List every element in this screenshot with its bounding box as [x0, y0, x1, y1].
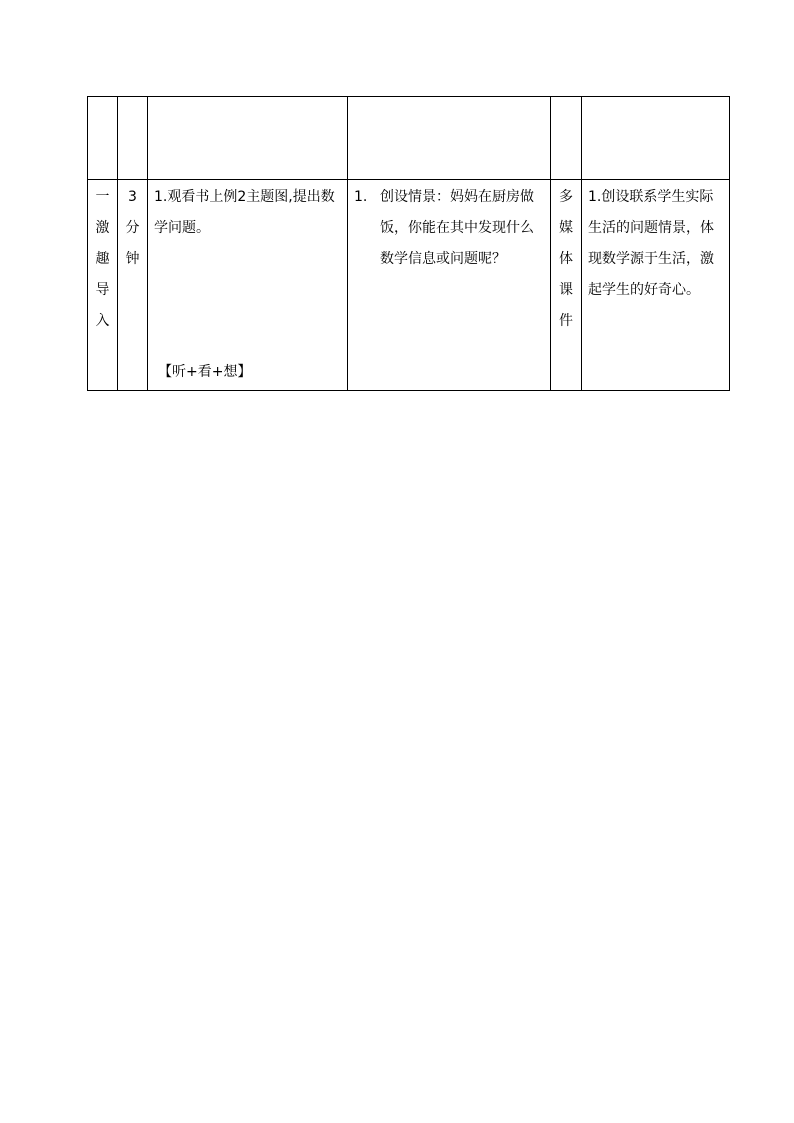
- media-char: 媒: [559, 220, 573, 236]
- stage-char: 激: [95, 220, 110, 236]
- table-cell: [551, 97, 582, 180]
- media-char: 体: [559, 251, 573, 267]
- list-number: 1.: [354, 189, 368, 205]
- student-activity-cell: [148, 180, 348, 391]
- time-char: 钟: [125, 251, 140, 267]
- table-row-empty: [88, 97, 730, 180]
- media-char: 多: [559, 189, 573, 205]
- teacher-activity-text: 创设情景：妈妈在厨房做饭，你能在其中发现什么数学信息或问题呢？: [380, 189, 534, 267]
- table-row-intro: [88, 180, 730, 391]
- stage-char: 入: [95, 313, 110, 329]
- design-intent-cell: [582, 180, 730, 391]
- time-cell: [118, 180, 148, 391]
- lesson-plan-table: [87, 96, 730, 391]
- table-cell: [348, 97, 551, 180]
- stage-char: 趣: [95, 251, 110, 267]
- time-char: 分: [125, 220, 140, 236]
- media-char: 件: [559, 313, 573, 329]
- stage-char: 一: [95, 189, 110, 205]
- media-cell: [551, 180, 582, 391]
- time-char: 3: [128, 189, 137, 205]
- stage-cell: [88, 180, 118, 391]
- table-cell: [118, 97, 148, 180]
- design-intent-text: 1.创设联系学生实际生活的问题情景，体现数学源于生活，激起学生的好奇心。: [588, 189, 714, 298]
- media-char: 课: [559, 282, 573, 298]
- student-activity-text: 1.观看书上例2主题图,提出数学问题。: [154, 189, 335, 236]
- table-cell: [148, 97, 348, 180]
- table-cell: [88, 97, 118, 180]
- stage-char: 导: [95, 282, 110, 298]
- student-activity-tag: 【听+看+想】: [158, 364, 252, 380]
- teacher-activity-cell: [348, 180, 551, 391]
- table-cell: [582, 97, 730, 180]
